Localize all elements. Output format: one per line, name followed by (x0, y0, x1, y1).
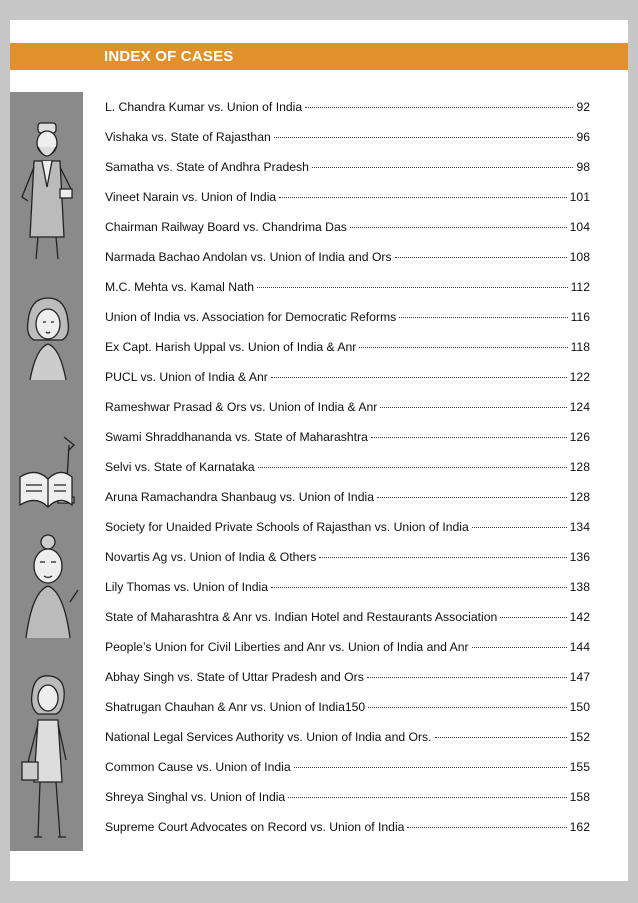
page-number: 150 (569, 700, 590, 714)
page-number: 138 (569, 580, 590, 594)
dot-leader (350, 227, 567, 228)
case-title: Chairman Railway Board vs. Chandrima Das (105, 220, 347, 234)
dot-leader (435, 737, 567, 738)
case-entry (105, 302, 590, 332)
case-entry (105, 602, 590, 632)
case-entry (105, 542, 590, 572)
case-index-list (105, 92, 590, 842)
case-entry (105, 182, 590, 212)
case-entry (105, 752, 590, 782)
case-title: Swami Shraddhananda vs. State of Maharashtra (105, 430, 368, 444)
case-entry (105, 212, 590, 242)
case-entry (105, 692, 590, 722)
case-title: M.C. Mehta vs. Kamal Nath (105, 280, 255, 294)
case-title: National Legal Services Authority vs. Union of India and Ors. (105, 730, 432, 744)
case-title: Ex Capt. Harish Uppal vs. Union of India & Anr (105, 340, 357, 354)
page-number: 112 (570, 280, 590, 294)
page-number: 98 (576, 160, 590, 174)
page-number: 158 (569, 790, 590, 804)
dot-leader (305, 107, 573, 108)
dot-leader (407, 827, 566, 828)
case-entry (105, 722, 590, 752)
page-number: 155 (569, 760, 590, 774)
page (10, 20, 628, 881)
dot-leader (395, 257, 567, 258)
case-title: Aruna Ramachandra Shanbaug vs. Union of India (105, 490, 374, 504)
page-number: 124 (569, 400, 590, 414)
woman-illustration (16, 292, 80, 382)
old-woman-illustration (16, 532, 80, 642)
case-entry (105, 122, 590, 152)
case-title: Supreme Court Advocates on Record vs. Union of India (105, 820, 405, 834)
case-entry (105, 332, 590, 362)
dot-leader (271, 587, 567, 588)
dot-leader (271, 377, 567, 378)
page-number: 144 (569, 640, 590, 654)
case-entry (105, 482, 590, 512)
dot-leader (377, 497, 567, 498)
case-title: Novartis Ag vs. Union of India & Others (105, 550, 317, 564)
case-title: Lily Thomas vs. Union of India (105, 580, 269, 594)
case-title: Selvi vs. State of Karnataka (105, 460, 255, 474)
case-entry (105, 242, 590, 272)
case-title: State of Maharashtra & Anr vs. Indian Hotel and Restaurants Association (105, 610, 498, 624)
case-title: Society for Unaided Private Schools of Rajasthan vs. Union of India (105, 520, 469, 534)
page-number: 101 (569, 190, 590, 204)
case-entry (105, 362, 590, 392)
case-entry (105, 662, 590, 692)
case-title: L. Chandra Kumar vs. Union of India (105, 100, 303, 114)
dot-leader (279, 197, 566, 198)
page-number: 116 (570, 310, 590, 324)
illustration-strip (10, 92, 83, 851)
page-title: INDEX OF CASES (104, 48, 234, 65)
case-entry (105, 272, 590, 302)
case-title: Common Cause vs. Union of India (105, 760, 291, 774)
dot-leader (257, 287, 568, 288)
case-title: Vishaka vs. State of Rajasthan (105, 130, 271, 144)
case-entry (105, 572, 590, 602)
dot-leader (294, 767, 567, 768)
case-title: Union of India vs. Association for Democratic Reforms (105, 310, 397, 324)
page-number: 118 (570, 340, 590, 354)
case-entry (105, 92, 590, 122)
dot-leader (288, 797, 566, 798)
case-entry (105, 812, 590, 842)
page-number: 122 (569, 370, 590, 384)
dot-leader (312, 167, 574, 168)
case-entry (105, 512, 590, 542)
page-number: 128 (569, 460, 590, 474)
dot-leader (472, 527, 567, 528)
dot-leader (472, 647, 567, 648)
case-title: Shatrugan Chauhan & Anr vs. Union of India150 (105, 700, 366, 714)
case-entry (105, 152, 590, 182)
case-entry (105, 422, 590, 452)
case-title: Abhay Singh vs. State of Uttar Pradesh and Ors (105, 670, 364, 684)
book-lamp-illustration (14, 427, 80, 517)
page-number: 96 (576, 130, 590, 144)
page-number: 134 (569, 520, 590, 534)
page-number: 142 (569, 610, 590, 624)
page-number: 162 (569, 820, 590, 834)
case-title: Vineet Narain vs. Union of India (105, 190, 277, 204)
dot-leader (500, 617, 566, 618)
old-man-illustration (16, 117, 80, 267)
young-woman-illustration (16, 672, 80, 847)
case-title: People’s Union for Civil Liberties and Anr vs. Union of India and Anr (105, 640, 469, 654)
case-title: Narmada Bachao Andolan vs. Union of India and Ors (105, 250, 392, 264)
dot-leader (367, 677, 567, 678)
page-number: 152 (569, 730, 590, 744)
dot-leader (359, 347, 567, 348)
page-number: 104 (569, 220, 590, 234)
case-title: Rameshwar Prasad & Ors vs. Union of India & Anr (105, 400, 378, 414)
case-title: PUCL vs. Union of India & Anr (105, 370, 268, 384)
page-number: 136 (569, 550, 590, 564)
page-number: 128 (569, 490, 590, 504)
page-number: 147 (569, 670, 590, 684)
dot-leader (371, 437, 567, 438)
header-bar (10, 43, 628, 70)
case-title: Shreya Singhal vs. Union of India (105, 790, 286, 804)
case-entry (105, 392, 590, 422)
dot-leader (258, 467, 567, 468)
case-entry (105, 452, 590, 482)
dot-leader (368, 707, 566, 708)
dot-leader (380, 407, 566, 408)
case-entry (105, 782, 590, 812)
dot-leader (319, 557, 566, 558)
page-number: 108 (569, 250, 590, 264)
case-entry (105, 632, 590, 662)
case-title: Samatha vs. State of Andhra Pradesh (105, 160, 309, 174)
dot-leader (399, 317, 567, 318)
page-number: 126 (569, 430, 590, 444)
page-number: 92 (576, 100, 590, 114)
dot-leader (274, 137, 574, 138)
